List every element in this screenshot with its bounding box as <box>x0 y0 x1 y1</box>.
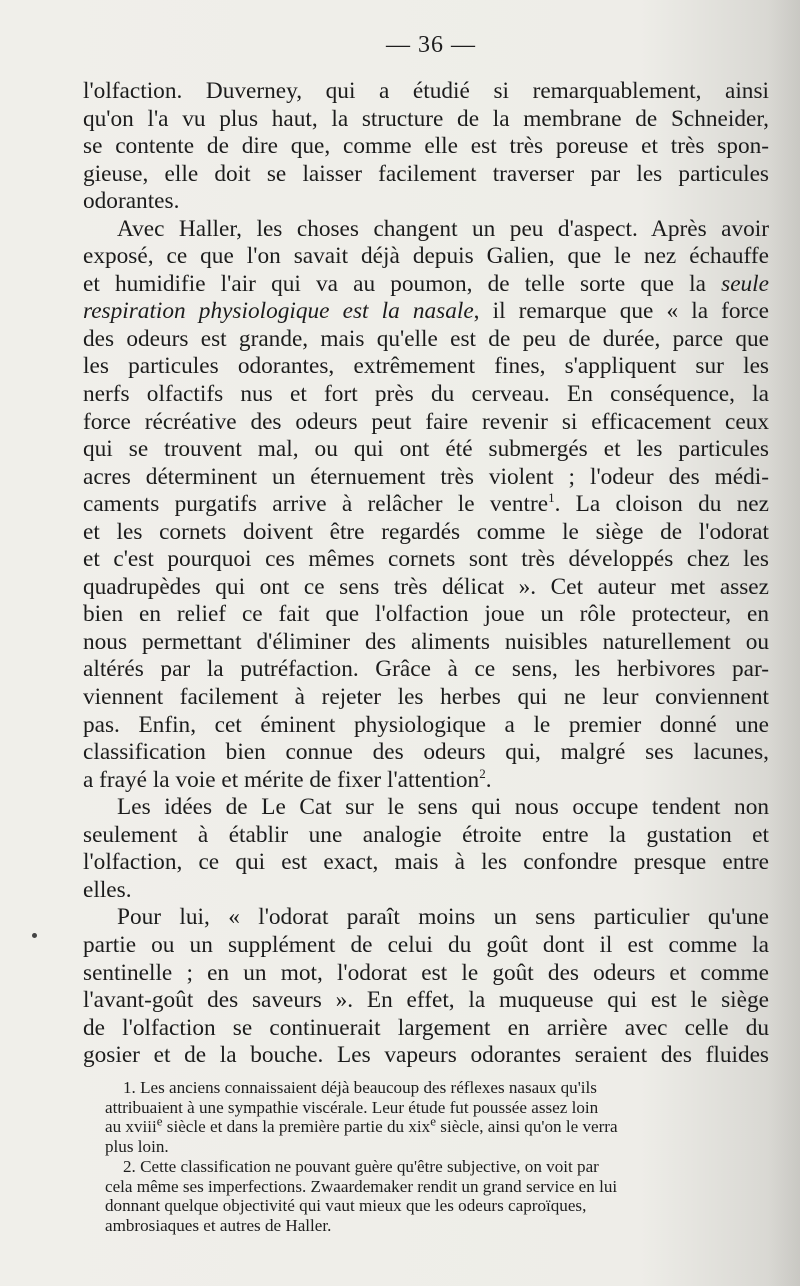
text-line: l'avant-goût des saveurs ». En effet, la muqueuse qui est le siège <box>83 987 769 1014</box>
text-line: l'olfaction, ce qui est exact, mais à les confondre presque entre <box>83 849 769 876</box>
text-line: et les cornets doivent être regardés comme le siège de l'odorat <box>83 518 769 545</box>
text-line <box>83 271 769 299</box>
text-line: seulement à établir une analogie étroite entre la gustation et <box>83 821 769 848</box>
footnote <box>105 1157 775 1236</box>
text-line <box>83 491 769 519</box>
text-line: l'olfaction. Duverney, qui a étudié si remarquablement, ainsi <box>83 78 769 104</box>
text-line: Pour lui, « l'odorat paraît moins un sens particulier qu'une <box>117 904 769 931</box>
superscript: e <box>156 1113 163 1129</box>
text-line: bien en relief ce fait que l'olfaction joue un rôle protecteur, en <box>83 601 769 628</box>
italic-text: seule <box>721 270 769 297</box>
text-line <box>83 767 769 795</box>
text-line: cela même ses imperfections. Zwaardemaker rendit un grand service en lui <box>105 1176 618 1196</box>
text-line: Les idées de Le Cat sur le sens qui nous occupe tendent non <box>117 794 769 821</box>
stray-ink-mark <box>32 933 37 938</box>
italic-text: respiration physiologique est la nasale <box>83 298 474 325</box>
text-line: odorantes. <box>83 188 180 215</box>
text-span: a frayé la voie et mérite de fixer l'attention <box>83 766 480 793</box>
text-line: exposé, ce que l'on savait déjà depuis Galien, que le nez échauffe <box>83 243 769 270</box>
text-span: et humidifie l'air qui va au poumon, de telle sorte que la <box>83 270 722 297</box>
text-line: et c'est pourquoi ces mêmes cornets sont très développés chez les <box>83 546 769 573</box>
text-line: attribuaient à une sympathie viscérale. Leur étude fut poussée assez loin <box>105 1097 599 1117</box>
text-line: nerfs olfactifs nus et fort près du cerveau. En conséquence, la <box>83 381 769 408</box>
text-span: . <box>485 766 492 793</box>
text-span: caments purgatifs arrive à relâcher le ventre <box>83 491 549 518</box>
text-line: donnant quelque objectivité qui vaut mieux que les odeurs caproïques, <box>105 1196 587 1216</box>
text-line: sentinelle ; en un mot, l'odorat est le goût des odeurs et comme <box>83 959 769 986</box>
text-line: des odeurs est grande, mais qu'elle est de peu de durée, parce que <box>83 325 769 352</box>
text-line <box>83 298 769 326</box>
text-line: se contente de dire que, comme elle est très poreuse et très spon- <box>83 133 769 160</box>
text-line <box>105 1113 775 1137</box>
text-span: siècle et dans la première partie du xix <box>162 1117 431 1137</box>
superscript: e <box>430 1113 437 1129</box>
text-line: qu'on l'a vu plus haut, la structure de la membrane de Schneider, <box>83 105 769 132</box>
text-line: gieuse, elle doit se laisser facilement traverser par les particules <box>83 160 769 187</box>
text-line: qui se trouvent mal, ou qui ont été submergés et les particules <box>83 436 769 463</box>
footnote <box>105 1078 775 1157</box>
text-line: acres déterminent un éternuement très violent ; l'odeur des médi- <box>83 463 769 490</box>
text-line: viennent facilement à rejeter les herbes qui ne leur conviennent <box>83 684 769 711</box>
paragraph <box>83 216 769 794</box>
text-line: les particules odorantes, extrêmement fines, s'appliquent sur les <box>83 353 769 380</box>
text-line: nous permettant d'éliminer des aliments nuisibles naturellement ou <box>83 628 769 655</box>
text-span: , il remarque que « la force <box>473 298 769 325</box>
text-line: 1. Les anciens connaissaient déjà beaucoup des réflexes nasaux qu'ils <box>123 1078 597 1097</box>
body-text <box>83 78 769 1070</box>
text-line: pas. Enfin, cet éminent physiologique a le premier donné une <box>83 711 769 738</box>
text-span: siècle, ainsi qu'on le verra <box>436 1117 618 1137</box>
text-line: gosier et de la bouche. Les vapeurs odorantes seraient des fluides <box>83 1042 769 1069</box>
text-line: force récréative des odeurs peut faire revenir si efficacement ceux <box>83 408 769 435</box>
text-line: altérés par la putréfaction. Grâce à ce sens, les herbivores par- <box>83 656 769 683</box>
page-number: — 36 — <box>386 32 476 58</box>
paragraph <box>83 794 769 904</box>
text-line: partie ou un supplément de celui du goût dont il est comme la <box>83 931 769 958</box>
text-line: ambrosiaques et autres de Haller. <box>105 1215 332 1235</box>
footnote-ref: 2 <box>479 765 486 781</box>
text-line: 2. Cette classification ne pouvant guère qu'être subjective, on voit par <box>123 1156 599 1176</box>
footnotes <box>105 1078 775 1236</box>
text-line: de l'olfaction se continuerait largement en arrière avec celle du <box>83 1014 769 1041</box>
paragraph <box>83 904 769 1069</box>
text-line: quadrupèdes qui ont ce sens très délicat ». Cet auteur met assez <box>83 573 769 600</box>
text-span: . La cloison du nez <box>554 491 769 518</box>
text-line: elles. <box>83 876 132 903</box>
paragraph <box>83 78 769 216</box>
text-line: classification bien connue des odeurs qui, malgré ses lacunes, <box>83 739 769 766</box>
text-line: Avec Haller, les choses changent un peu d'aspect. Après avoir <box>117 215 769 242</box>
footnote-ref: 1 <box>548 490 555 506</box>
text-span: au xviii <box>105 1117 157 1137</box>
text-line: plus loin. <box>105 1137 169 1157</box>
